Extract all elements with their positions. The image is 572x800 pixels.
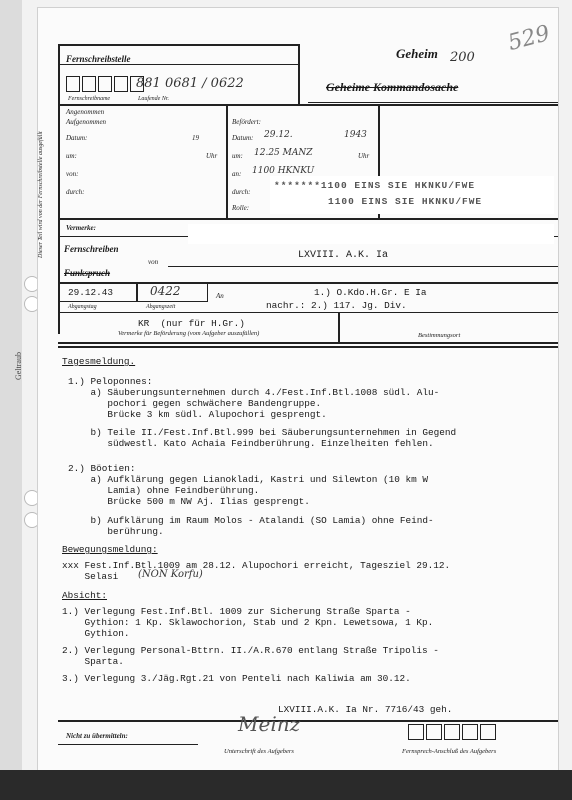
handwritten-note: (NON Korfu) [138, 569, 203, 580]
recipient-1: 1.) O.Kdo.H.Gr. E Ia [314, 287, 427, 298]
abgangstag-value: 29.12.43 [68, 287, 114, 298]
bef-year-value: 1943 [344, 130, 367, 140]
body-line: xxx Fest.Inf.Btl.1009 am 28.12. Alupochori erreicht, Tagesziel 29.12. [62, 560, 451, 571]
secret-label: Geheim [396, 46, 438, 61]
sender: LXVIII. A.K. Ia [298, 250, 389, 261]
datum-label: Datum: [66, 134, 88, 142]
body-line: Gythion: 1 Kp. Sklawochorion, Stab und 2 Kpn. Lewetsowa, 1 Kp. [62, 617, 434, 628]
rule [58, 342, 558, 344]
rule [58, 44, 298, 46]
phone-box [426, 724, 442, 740]
von-label-2: von [148, 258, 159, 266]
uhr-label: Uhr [206, 152, 218, 160]
body-line: Sparta. [62, 656, 124, 667]
stamp-line-1: *******1100 EINS SIE HKNKU/FWE [274, 180, 476, 191]
code-box [82, 76, 96, 92]
abgangszeit-value: 0422 [150, 284, 181, 298]
body-line: 2.) Verlegung Personal-Bttrn. II./A.R.670 entlang Straße Tripolis - [62, 645, 439, 656]
an-label: An [216, 292, 224, 300]
um-label: um: [66, 152, 77, 160]
rule [298, 44, 300, 104]
rule [226, 104, 228, 218]
body-line: 3.) Verlegung 3./Jäg.Rgt.21 von Penteli nach Kaliwia am 30.12. [62, 673, 411, 684]
fernschreiben-label: Fernschreiben [64, 244, 119, 254]
body-line: b) Aufklärung im Raum Molos - Atalandi (SO Lamia) ohne Feind- [68, 515, 434, 526]
bef-datum-value: 29.12. [264, 130, 293, 140]
body-line: a) Aufklärung gegen Lianokladi, Kastri und Silewton (10 km W [68, 474, 429, 485]
stamp-line-2: 1100 EINS SIE HKNKU/FWE [328, 196, 483, 207]
teletype-form [38, 8, 558, 778]
fernschreibname-label: Fernschreibname [68, 96, 111, 102]
station-label: Fernschreibstelle [66, 54, 131, 64]
body-line: pochori gegen schwächere Bandengruppe. [68, 398, 322, 409]
vermerke-label: Vermerke: [66, 224, 96, 232]
code-box [66, 76, 80, 92]
rule [58, 64, 298, 65]
body-line: 1.) Peloponnes: [68, 376, 153, 387]
body-line: Gythion. [62, 628, 130, 639]
handwritten-number: 881 0681 / 0622 [136, 76, 244, 91]
abgangszeit-label: Abgangszeit [146, 304, 176, 310]
side-stamp: Geltraub [14, 352, 23, 380]
recipient-2: nachr.: 2.) 117. Jg. Div. [266, 300, 407, 311]
signature: Meinz [238, 712, 301, 736]
phone-box [408, 724, 424, 740]
rule [58, 312, 558, 313]
rule [58, 744, 198, 745]
befoerdert-label: Befördert: [232, 118, 261, 126]
body-line: Tagesmeldung. [62, 356, 136, 367]
rule [338, 312, 340, 342]
von-label: von: [66, 170, 79, 178]
bef-an-value: 1100 HKNKU [252, 166, 315, 176]
datum-year: 19 [192, 134, 199, 142]
body-line: b) Teile II./Fest.Inf.Btl.999 bei Säuberungsunternehmen in Gegend [68, 427, 457, 438]
bef-rolle-label: Rolle: [232, 204, 250, 212]
laufende-nr-label: Laufende Nr. [138, 96, 170, 102]
bef-an-label: an: [232, 170, 242, 178]
side-note: Dieser Teil wird von der Fernschreibstelle ausgefüllt [38, 131, 44, 258]
rule [58, 104, 558, 106]
corner-scrawl: 529 [505, 20, 553, 57]
kommandosache-label: Geheime Kommandosache [326, 80, 459, 94]
phone-box [444, 724, 460, 740]
funkspruch-label: Funkspruch [64, 268, 111, 278]
body-line: 1.) Verlegung Fest.Inf.Btl. 1009 zur Sicherung Straße Sparta - [62, 606, 411, 617]
phone-box [462, 724, 478, 740]
rule [168, 266, 558, 267]
body-line: 2.) Böotien: [68, 463, 136, 474]
durch-label: durch: [66, 188, 85, 196]
rule [58, 346, 558, 348]
angenommen-label: Angenommen [66, 108, 105, 116]
secret-number: 200 [450, 50, 475, 65]
vermerke-befoerderung-label: Vermerke für Beförderung (vom Aufgeber auszufüllen) [118, 330, 260, 337]
body-line: Selasi [62, 571, 119, 582]
phone-box [480, 724, 496, 740]
body-line: Bewegungsmeldung: [62, 544, 158, 555]
kr-note: KR (nur für H.Gr.) [138, 318, 245, 329]
unterschrift-label: Unterschrift des Aufgebers [224, 748, 294, 755]
rule [308, 102, 558, 103]
body-line: Lamia) ohne Feindberührung. [68, 485, 260, 496]
rule [58, 720, 558, 722]
code-box [114, 76, 128, 92]
reference-number: LXVIII.A.K. Ia Nr. 7716/43 geh. [278, 704, 453, 715]
body-line: Brücke 500 m NW Aj. Ilias gesprengt. [68, 496, 310, 507]
bef-um-label: um: [232, 152, 243, 160]
fernsprech-label: Fernsprech-Anschluß des Aufgebers [402, 748, 497, 755]
body-line: südwestl. Kato Achaia Feindberührung. Einzelheiten fehlen. [68, 438, 434, 449]
bef-durch-label: durch: [232, 188, 251, 196]
bef-uhr-label: Uhr [358, 152, 370, 160]
bef-datum-label: Datum: [232, 134, 254, 142]
body-line: berührung. [68, 526, 164, 537]
body-line: Absicht: [62, 590, 108, 601]
body-line: Brücke 3 km südl. Alupochori gesprengt. [68, 409, 327, 420]
bottom-dark-band [0, 770, 572, 800]
aufgenommen-label: Aufgenommen [66, 118, 107, 126]
body-line: a) Säuberungsunternehmen durch 4./Fest.Inf.Btl.1008 südl. Alu- [68, 387, 440, 398]
abgangstag-label: Abgangstag [68, 304, 97, 310]
left-margin-band [0, 0, 22, 800]
rule [58, 218, 558, 220]
richt-label: Nicht zu übermitteln: [66, 732, 128, 740]
white-strip [188, 224, 554, 244]
bef-um-value: 12.25 MANZ [254, 148, 313, 158]
code-box [98, 76, 112, 92]
bestimmungsort-label: Bestimmungsort [418, 332, 461, 339]
